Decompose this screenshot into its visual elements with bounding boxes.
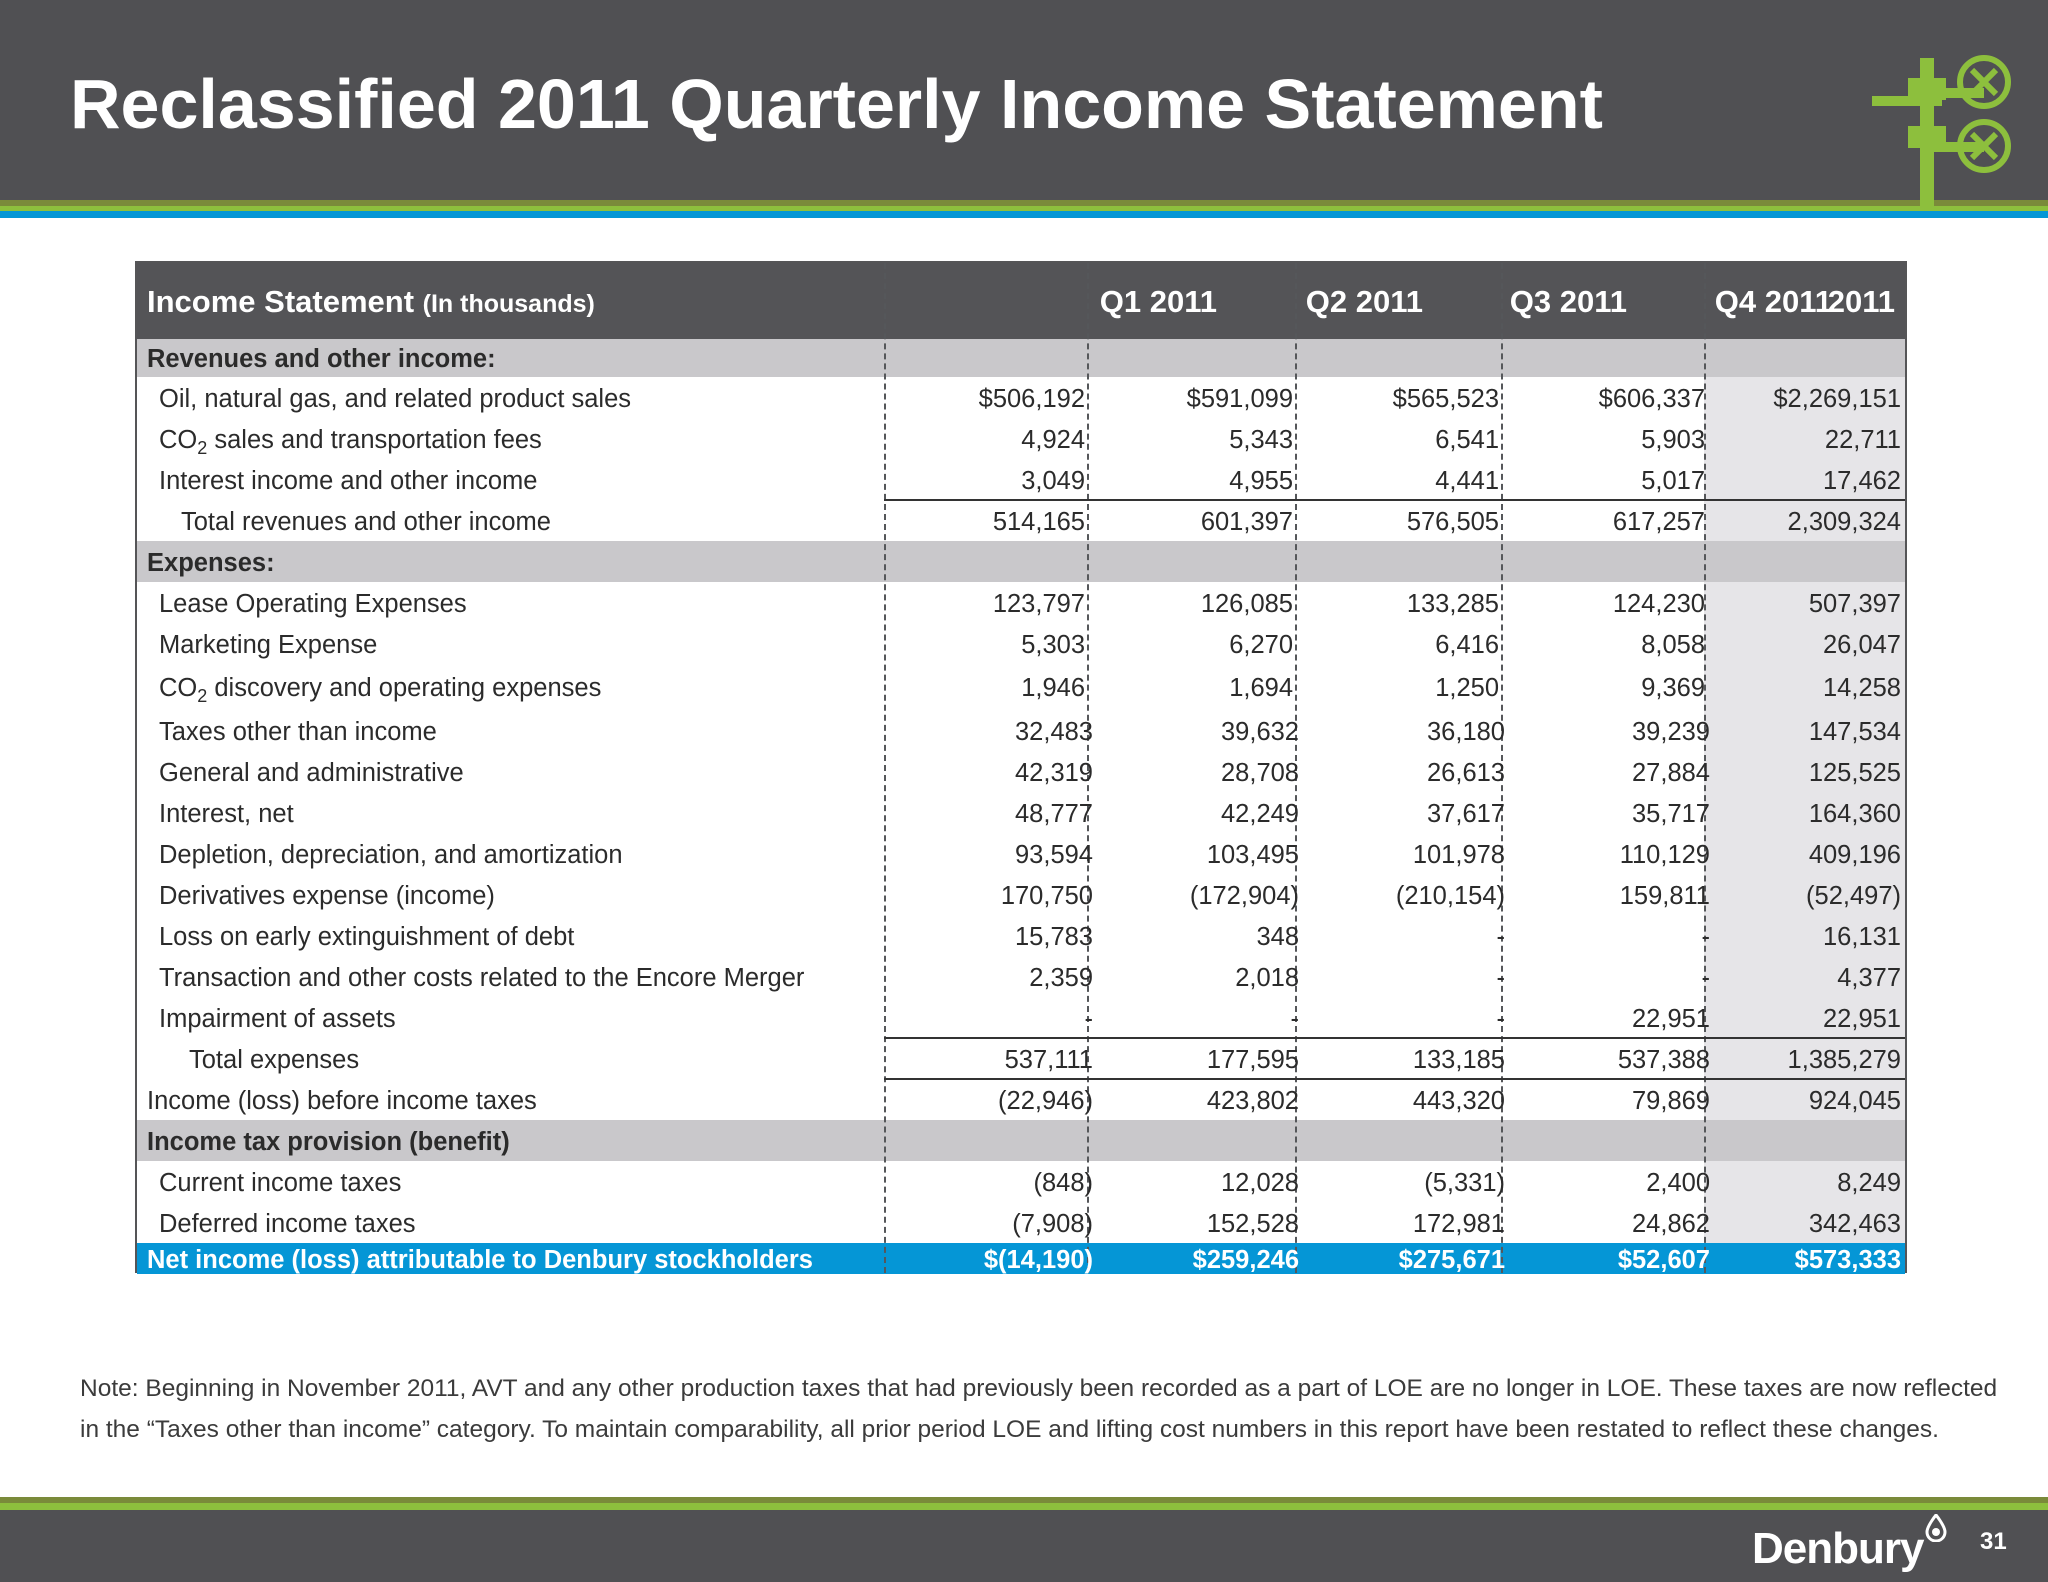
table-cell: 2,400 xyxy=(1646,1169,1710,1197)
table-cell: 5,303 xyxy=(1021,631,1085,659)
table-cell: (5,331) xyxy=(1424,1169,1505,1197)
row-label xyxy=(159,673,601,711)
table-cell: 537,111 xyxy=(1004,1046,1093,1074)
table-cell: 514,165 xyxy=(992,508,1085,536)
table-cell: (848) xyxy=(1033,1169,1093,1197)
table-cell: 126,085 xyxy=(1200,590,1293,618)
row-label: Lease Operating Expenses xyxy=(159,590,467,618)
row-label: Impairment of assets xyxy=(159,1005,396,1033)
table-cell: $506,192 xyxy=(978,385,1085,413)
row-label: Current income taxes xyxy=(159,1169,402,1197)
table-cell: 2,359 xyxy=(1029,964,1093,992)
table-cell: - xyxy=(1701,923,1710,951)
column-header-q3: Q3 2011 xyxy=(1509,284,1627,319)
table-cell: 4,924 xyxy=(1021,426,1085,454)
table-cell: (172,904) xyxy=(1189,882,1299,910)
table-cell: $52,607 xyxy=(1617,1246,1710,1274)
column-header-q4: Q4 2011 xyxy=(1714,284,1832,319)
table-cell: 5,343 xyxy=(1229,426,1293,454)
label-subscript: 2 xyxy=(197,438,208,459)
column-header-q1: Q1 2011 xyxy=(1099,284,1217,319)
header-title-units: (In thousands) xyxy=(422,290,595,318)
table-cell: - xyxy=(1701,964,1710,992)
row-label: Income (loss) before income taxes xyxy=(147,1087,537,1115)
oil-drop-icon xyxy=(1925,1514,1947,1542)
table-cell: 4,377 xyxy=(1837,964,1901,992)
table-cell: 5,903 xyxy=(1641,426,1705,454)
total-revenues-rule xyxy=(884,499,1905,501)
row-label: Depletion, depreciation, and amortization xyxy=(159,841,623,869)
table-cell: $275,671 xyxy=(1398,1246,1505,1274)
table-cell: 26,047 xyxy=(1823,631,1901,659)
table-cell: $591,099 xyxy=(1186,385,1293,413)
row-label: Transaction and other costs related to the Encore Merger xyxy=(159,964,805,992)
table-cell: 507,397 xyxy=(1808,590,1901,618)
row-label: Marketing Expense xyxy=(159,631,378,659)
table-cell: 22,951 xyxy=(1632,1005,1710,1033)
table-cell: 1,250 xyxy=(1435,674,1499,702)
footnote: Note: Beginning in November 2011, AVT and any other production taxes that had previously been recorded as a part of LOE are no longer in LOE. These taxes are now reflected in the “Taxes other than income” category. To maintain comparability, all prior period LOE and lifting cost numbers in this report have been restated to reflect these changes. xyxy=(80,1375,1998,1443)
row-label: Interest, net xyxy=(159,800,294,828)
table-cell: 2,309,324 xyxy=(1787,508,1901,536)
table-cell: 133,185 xyxy=(1412,1046,1505,1074)
table-cell: 35,717 xyxy=(1632,800,1710,828)
table-cell: 39,632 xyxy=(1221,718,1299,746)
row-label: Total expenses xyxy=(189,1046,360,1074)
table-cell: 1,385,279 xyxy=(1787,1046,1901,1074)
table-cell: 9,369 xyxy=(1641,674,1705,702)
table-cell: 2,018 xyxy=(1235,964,1299,992)
table-cell: 4,955 xyxy=(1229,467,1293,495)
table-cell: 125,525 xyxy=(1808,759,1901,787)
row-label: Revenues and other income: xyxy=(147,345,496,373)
row-label: Net income (loss) attributable to Denbury stockholders xyxy=(147,1246,813,1274)
table-cell: 348 xyxy=(1256,923,1299,951)
table-cell: 133,285 xyxy=(1406,590,1499,618)
table-cell: 443,320 xyxy=(1412,1087,1505,1115)
table-cell: (210,154) xyxy=(1395,882,1505,910)
row-label: Total revenues and other income xyxy=(181,508,551,536)
table-cell: $565,523 xyxy=(1392,385,1499,413)
table-cell: 6,270 xyxy=(1229,631,1293,659)
table-cell: 16,131 xyxy=(1823,923,1901,951)
table-cell: 93,594 xyxy=(1015,841,1093,869)
row-label: General and administrative xyxy=(159,759,464,787)
table-cell: 409,196 xyxy=(1808,841,1901,869)
table-cell: 15,783 xyxy=(1015,923,1093,951)
table-cell: 159,811 xyxy=(1619,882,1710,910)
table-cell: 27,884 xyxy=(1632,759,1710,787)
table-cell: 3,049 xyxy=(1021,467,1085,495)
table-cell: 124,230 xyxy=(1612,590,1705,618)
table-cell: 5,017 xyxy=(1641,467,1705,495)
label-subscript: 2 xyxy=(197,686,208,707)
table-cell: $2,269,151 xyxy=(1773,385,1901,413)
section-row-bg xyxy=(137,541,1905,582)
table-cell: 48,777 xyxy=(1015,800,1093,828)
table-header-row xyxy=(137,263,1905,341)
table-cell: 423,802 xyxy=(1206,1087,1299,1115)
table-cell: 123,797 xyxy=(992,590,1085,618)
table-cell: 601,397 xyxy=(1200,508,1293,536)
row-label: Interest income and other income xyxy=(159,467,538,495)
table-cell: 12,028 xyxy=(1221,1169,1299,1197)
income-before-taxes-rule xyxy=(884,1078,1905,1080)
table-cell: - xyxy=(1496,923,1505,951)
table-cell: (52,497) xyxy=(1806,882,1901,910)
table-cell: 1,694 xyxy=(1229,674,1293,702)
row-label: Deferred income taxes xyxy=(159,1210,416,1238)
row-label: Taxes other than income xyxy=(159,718,437,746)
header-title-main: Income Statement xyxy=(147,284,415,319)
slide-title: Reclassified 2011 Quarterly Income Statement xyxy=(70,65,1603,143)
table-cell: 42,249 xyxy=(1221,800,1299,828)
table-cell: - xyxy=(1084,1005,1093,1033)
header-stripe-blue xyxy=(0,211,2048,218)
table-cell: $259,246 xyxy=(1192,1246,1299,1274)
table-cell: 8,058 xyxy=(1641,631,1705,659)
table-cell: - xyxy=(1290,1005,1299,1033)
table-cell: 537,388 xyxy=(1617,1046,1710,1074)
total-expenses-rule xyxy=(884,1037,1905,1039)
table-cell: 164,360 xyxy=(1808,800,1901,828)
table-cell: $606,337 xyxy=(1598,385,1705,413)
table-cell: 152,528 xyxy=(1206,1210,1299,1238)
table-cell: 147,534 xyxy=(1808,718,1901,746)
table-cell: - xyxy=(1496,1005,1505,1033)
table-cell: (22,946) xyxy=(998,1087,1093,1115)
row-label: Expenses: xyxy=(147,549,275,577)
table-cell: 8,249 xyxy=(1837,1169,1901,1197)
table-cell: 170,750 xyxy=(1000,882,1093,910)
column-header-q2: Q2 2011 xyxy=(1305,284,1423,319)
income-statement-table xyxy=(135,261,1907,1273)
table-cell: 617,257 xyxy=(1612,508,1705,536)
table-cell: 177,595 xyxy=(1206,1046,1299,1074)
table-cell: 110,129 xyxy=(1619,841,1710,869)
table-cell: 924,045 xyxy=(1808,1087,1901,1115)
table-header-title xyxy=(147,283,595,323)
row-label: Loss on early extinguishment of debt xyxy=(159,923,575,951)
table-cell: - xyxy=(1496,964,1505,992)
page-number: 31 xyxy=(1980,1528,2007,1555)
table-cell: 1,946 xyxy=(1021,674,1085,702)
table-cell: 172,981 xyxy=(1412,1210,1505,1238)
oilfield-valve-icon xyxy=(1862,48,2022,206)
table-cell: 79,869 xyxy=(1632,1087,1710,1115)
table-cell: 22,711 xyxy=(1824,426,1901,454)
table-cell: 24,862 xyxy=(1632,1210,1710,1238)
table-cell: 6,416 xyxy=(1435,631,1499,659)
table-cell: (7,908) xyxy=(1012,1210,1093,1238)
table-cell: 39,239 xyxy=(1632,718,1710,746)
footer-stripe-green xyxy=(0,1503,2048,1510)
label-text: CO xyxy=(159,426,198,454)
table-cell: 342,463 xyxy=(1808,1210,1901,1238)
table-cell: 37,617 xyxy=(1427,800,1505,828)
label-text: CO xyxy=(159,674,198,702)
row-label: Income tax provision (benefit) xyxy=(147,1128,510,1156)
table-cell: 28,708 xyxy=(1221,759,1299,787)
table-cell: 32,483 xyxy=(1015,718,1093,746)
table-cell: 26,613 xyxy=(1427,759,1505,787)
row-label: Derivatives expense (income) xyxy=(159,882,495,910)
label-text: discovery and operating expenses xyxy=(207,674,602,702)
label-text: sales and transportation fees xyxy=(207,426,542,454)
table-cell: 103,495 xyxy=(1206,841,1299,869)
table-cell: 101,978 xyxy=(1412,841,1505,869)
table-cell: 36,180 xyxy=(1427,718,1505,746)
table-cell: $(14,190) xyxy=(983,1246,1093,1274)
row-label: Oil, natural gas, and related product sales xyxy=(159,385,632,413)
slide-footer xyxy=(0,1510,2048,1582)
table-cell: 576,505 xyxy=(1406,508,1499,536)
table-cell: 17,462 xyxy=(1823,467,1901,495)
table-cell: 22,951 xyxy=(1823,1005,1901,1033)
brand-logo-text: Denbury xyxy=(1752,1524,1924,1573)
column-header-year: 2011 xyxy=(1827,284,1895,319)
table-cell: 4,441 xyxy=(1435,467,1499,495)
row-label xyxy=(159,425,542,463)
table-cell: $573,333 xyxy=(1794,1246,1901,1274)
table-cell: 6,541 xyxy=(1435,426,1499,454)
table-cell: 42,319 xyxy=(1015,759,1093,787)
table-cell: 14,258 xyxy=(1823,674,1901,702)
